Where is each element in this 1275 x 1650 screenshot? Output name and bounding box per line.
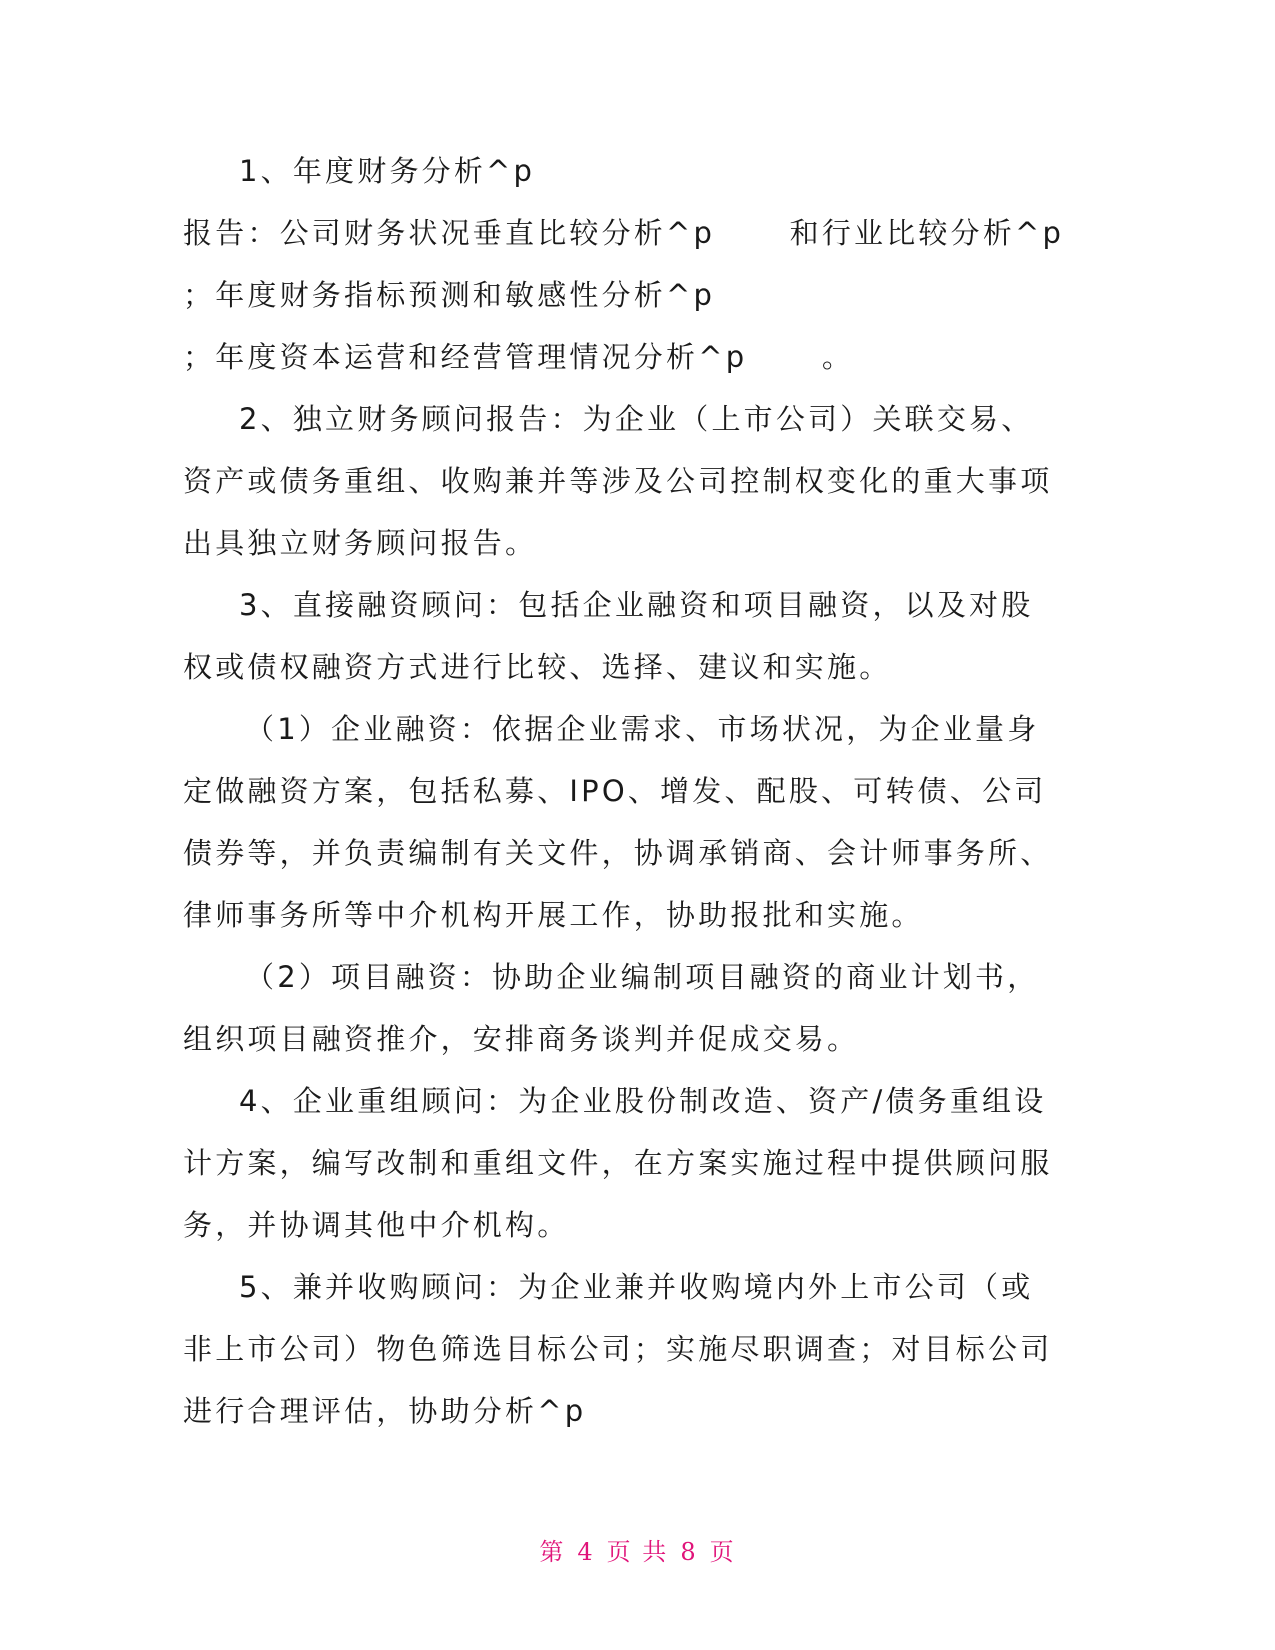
body-line: 非上市公司）物色筛选目标公司；实施尽职调查；对目标公司 bbox=[183, 1332, 1053, 1366]
body-line: 资产或债务重组、收购兼并等涉及公司控制权变化的重大事项 bbox=[183, 464, 1053, 498]
body-line: 债券等，并负责编制有关文件，协调承销商、会计师事务所、 bbox=[183, 836, 1053, 870]
body-line: 4、企业重组顾问：为企业股份制改造、资产/债务重组设 bbox=[239, 1084, 1047, 1118]
body-line: 务，并协调其他中介机构。 bbox=[183, 1208, 570, 1242]
body-line: ；年度财务指标预测和敏感性分析^p bbox=[183, 278, 716, 312]
body-line: 进行合理评估，协助分析^p bbox=[183, 1394, 587, 1428]
body-line: 出具独立财务顾问报告。 bbox=[183, 526, 538, 560]
footer-total-pages: 8 bbox=[680, 1538, 698, 1566]
document-body bbox=[183, 140, 1063, 1442]
body-line: 定做融资方案，包括私募、IPO、增发、配股、可转债、公司 bbox=[183, 774, 1047, 808]
body-line: 3、直接融资顾问：包括企业融资和项目融资，以及对股 bbox=[239, 588, 1034, 622]
body-line: 报告：公司财务状况垂直比较分析^p 和行业比较分析^p bbox=[183, 216, 1065, 250]
footer-prefix: 第 bbox=[539, 1538, 566, 1566]
body-line: 计方案，编写改制和重组文件，在方案实施过程中提供顾问服 bbox=[183, 1146, 1053, 1180]
page-footer bbox=[0, 1532, 1275, 1567]
body-line: 组织项目融资推介，安排商务谈判并促成交易。 bbox=[183, 1022, 860, 1056]
body-line: 权或债权融资方式进行比较、选择、建议和实施。 bbox=[183, 650, 892, 684]
body-line: ；年度资本运营和经营管理情况分析^p 。 bbox=[183, 340, 855, 374]
footer-middle: 页 共 bbox=[606, 1538, 669, 1566]
footer-suffix: 页 bbox=[709, 1538, 736, 1566]
body-line: （2）项目融资：协助企业编制项目融资的商业计划书， bbox=[245, 960, 1040, 994]
body-line: 律师事务所等中介机构开展工作，协助报批和实施。 bbox=[183, 898, 924, 932]
body-line: 2、独立财务顾问报告：为企业（上市公司）关联交易、 bbox=[239, 402, 1034, 436]
footer-current-page: 4 bbox=[577, 1538, 595, 1566]
body-line: 5、兼并收购顾问：为企业兼并收购境内外上市公司（或 bbox=[239, 1270, 1034, 1304]
body-line: （1）企业融资：依据企业需求、市场状况，为企业量身 bbox=[245, 712, 1040, 746]
body-line: 1、年度财务分析^p bbox=[239, 154, 536, 188]
